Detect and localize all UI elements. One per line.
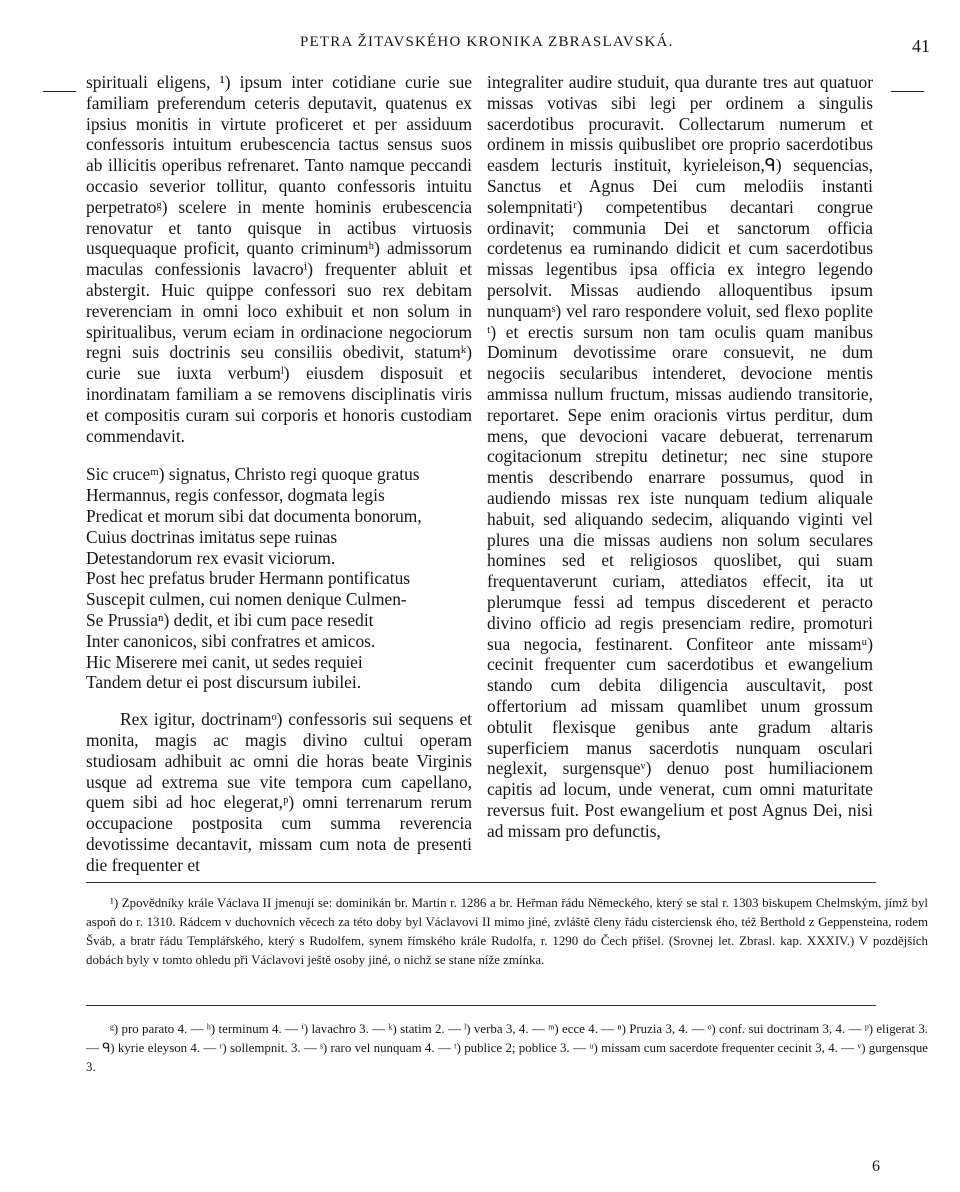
- footnote-separator-rule: [86, 882, 876, 883]
- running-head: [0, 30, 960, 54]
- verse-line: Hermannus, regis confessor, dogmata legis: [86, 485, 385, 506]
- margin-mark-right: [891, 91, 924, 92]
- verse-line: Suscepit culmen, cui nomen denique Culmen-: [86, 589, 407, 610]
- verse-spacer: [86, 446, 472, 464]
- left-prose-paragraph-1: spirituali eligens, ¹) ipsum inter cotidiane curie sue familiam preferendum ceteris deputavit, quatenus ex ipsius monitis in virtute proficeret et per assiduum confessoris intuitum erubescencia tactus sensus suos ab illicitis operibus refrenaret. Tanto namque peccandi occasio severior tollitur, quanto confessoris intuitu perpetratoᵍ) scelere in mente hominis erubescencia renovatur et tanto quisque in actibus virtuosis usquequaque proficit, quanto criminumʰ) admissorum maculas confessionis lavacroⁱ) frequenter abluit et abstergit. Huic quippe confessori suo rex debitam reverenciam in omni loco exhibuit et non solum in spiritualibus, verum eciam in ordinacione negociorum regni suis doctrinis seu consiliis obedivit, statumᵏ) curie sue iuxta verbumˡ) eiusdem disposuit et inordinatam familiam a se removens disciplinatis viris et compositis curam sui corporis et honoris custodiam commendavit.: [86, 72, 472, 446]
- verse-line: Hic Miserere mei canit, ut sedes requiei: [86, 651, 363, 672]
- verse-line: Tandem detur ei post discursum iubilei.: [86, 672, 362, 693]
- variants-separator-rule: [86, 1005, 876, 1006]
- left-prose-paragraph-2: Rex igitur, doctrinamᵒ) confessoris sui sequens et monita, magis ac magis divino cultui operam studiosam adhibuit ac omni die horas beate Virginis usque ad extrema sue vite tempora cum capellano, quem sibi ad hoc elegerat,ᵖ) omni terrenarum rerum occupacione postposita cum summa reverencia devotissime decantavit, missam cum nota de presenti die frequenter et: [86, 709, 472, 875]
- verse-line: Detestandorum rex evasit viciorum.: [86, 547, 336, 568]
- verse-line: Predicat et morum sibi dat documenta bonorum,: [86, 505, 422, 526]
- verse-line: Sic cruceᵐ) signatus, Christo regi quoque gratus: [86, 464, 420, 485]
- variant-readings: [86, 1020, 928, 1077]
- right-prose-paragraph: integraliter audire studuit, qua durante tres aut quatuor missas votivas sibi legi per ordinem a singulis sacerdotibus procuravit. Collectarum numerum et ordinem in missis quibuslibet ore proprio sacerdotibus easdem lecturis instituit, kyrieleison,ᑫ) sequencias, Sanctus et Agnus Dei cum melodiis instanti solempnitatiʳ) competentibus decantari congrue ordinavit; communia Dei et sanctorum officia cordetenus ea ruminando didicit et cum sacerdotibus missas legentibus ipsa officia ex integro legendo persolvit. Missas audiendo alloquentibus ipsum nunquamˢ) vel raro respondere voluit, sed flexo poplite ᵗ) et erectis sursum non tam oculis quam manibus Dominum devotissime orare consuevit, ne dum negociis secularibus intenderet, devocione mentis ammissa nullum fructum, missas audiendo transitorie, reportaret. Sepe enim oracionis virtus perditur, dum mens, que devocioni vacare debuerat, terrenarum cogitacionum strepitu detinetur; nec sine stupore mentis describendo enarrare possumus, quod in audiendo missas rex iste nunquam tedium aliquale habuit, sed aliquando sedecim, aliquando viginti vel plures una die missas audiens non solum seculares homines sed et religiosos quoslibet, qui suam frequentaverunt curiam, attediatos effecit, ita ut plerumque fessi ad tempus discederent et peracto divino officio ad regis presenciam redire, promoturi sua negocia, festinarent. Confiteor ante missamᵘ) cecinit frequenter cum sacerdotibus et ewangelium stando cum debita diligencia auscultavit, post offertorium ad missam quamlibet unum grossum obtulit flexisque genibus ante gradum altaris superficiem manus sacerdotis nunquam osculari neglexit, surgensqueᵛ) denuo post humiliacionem capitis ad locum, unde venerat, cum omni maturitate reversus fuit. Post ewangelium et post Agnus Dei, nisi ad missam pro defunctis,: [487, 72, 873, 841]
- right-column: [487, 72, 873, 841]
- verse-line: Cuius doctrinas imitatus sepe ruinas: [86, 526, 338, 547]
- variant-readings-text: ᵍ) pro parato 4. — ʰ) terminum 4. — ⁱ) lavachro 3. — ᵏ) statim 2. — ˡ) verba 3, 4. — ᵐ) ecce 4. — ⁿ) Pruzia 3, 4. — ᵒ) conf. sui doctrinam 3, 4. — ᵖ) eligerat 3. — ᑫ) kyrie eleyson 4. — ʳ) sollempnit. 3. — ˢ) raro vel nunquam 4. — ᵗ) publice 2; poblice 3. — ᵘ) missam cum sacerdote frequenter cecinit 3, 4. — ᵛ) gurgensque 3.: [86, 1022, 928, 1074]
- left-column: [86, 72, 472, 875]
- prose-spacer: [86, 693, 472, 709]
- commentary-footnote: [86, 894, 928, 970]
- margin-mark-left: [43, 91, 76, 92]
- running-title: PETRA ŽITAVSKÉHO KRONIKA ZBRASLAVSKÁ.: [300, 34, 674, 50]
- verse-block: [86, 464, 472, 693]
- commentary-footnote-text: ¹) Zpovědníky krále Václava II jmenují se: dominikán br. Martin r. 1286 a br. Heřman řádu Německého, který se stal r. 1303 biskupem Chelmským, jímž byl aspoň do r. 1310. Rádcem v duchovních věcech za této doby byl Václavovi II mimo jiné, zvláště členy řádu cisterciensk ého, též Berthold z Geppensteina, rodem Šváb, a bratr řádu Templářského, který s Rudolfem, synem římského krále Rudolfa, r. 1290 do Čech přišel. (Srovnej let. Zbrasl. kap. XXXIV.) V pozdějších dobách byly v tomto ohledu při Václavovi ještě osoby jiné, o nichž se stane níže zmínka.: [86, 896, 928, 967]
- sheet-signature: 6: [872, 1158, 880, 1175]
- verse-line: Se Prussiaⁿ) dedit, et ibi cum pace resedit: [86, 609, 374, 630]
- verse-line: Post hec prefatus bruder Hermann pontificatus: [86, 568, 411, 589]
- page-number: 41: [912, 36, 930, 56]
- verse-line: Inter canonicos, sibi confratres et amicos.: [86, 630, 376, 651]
